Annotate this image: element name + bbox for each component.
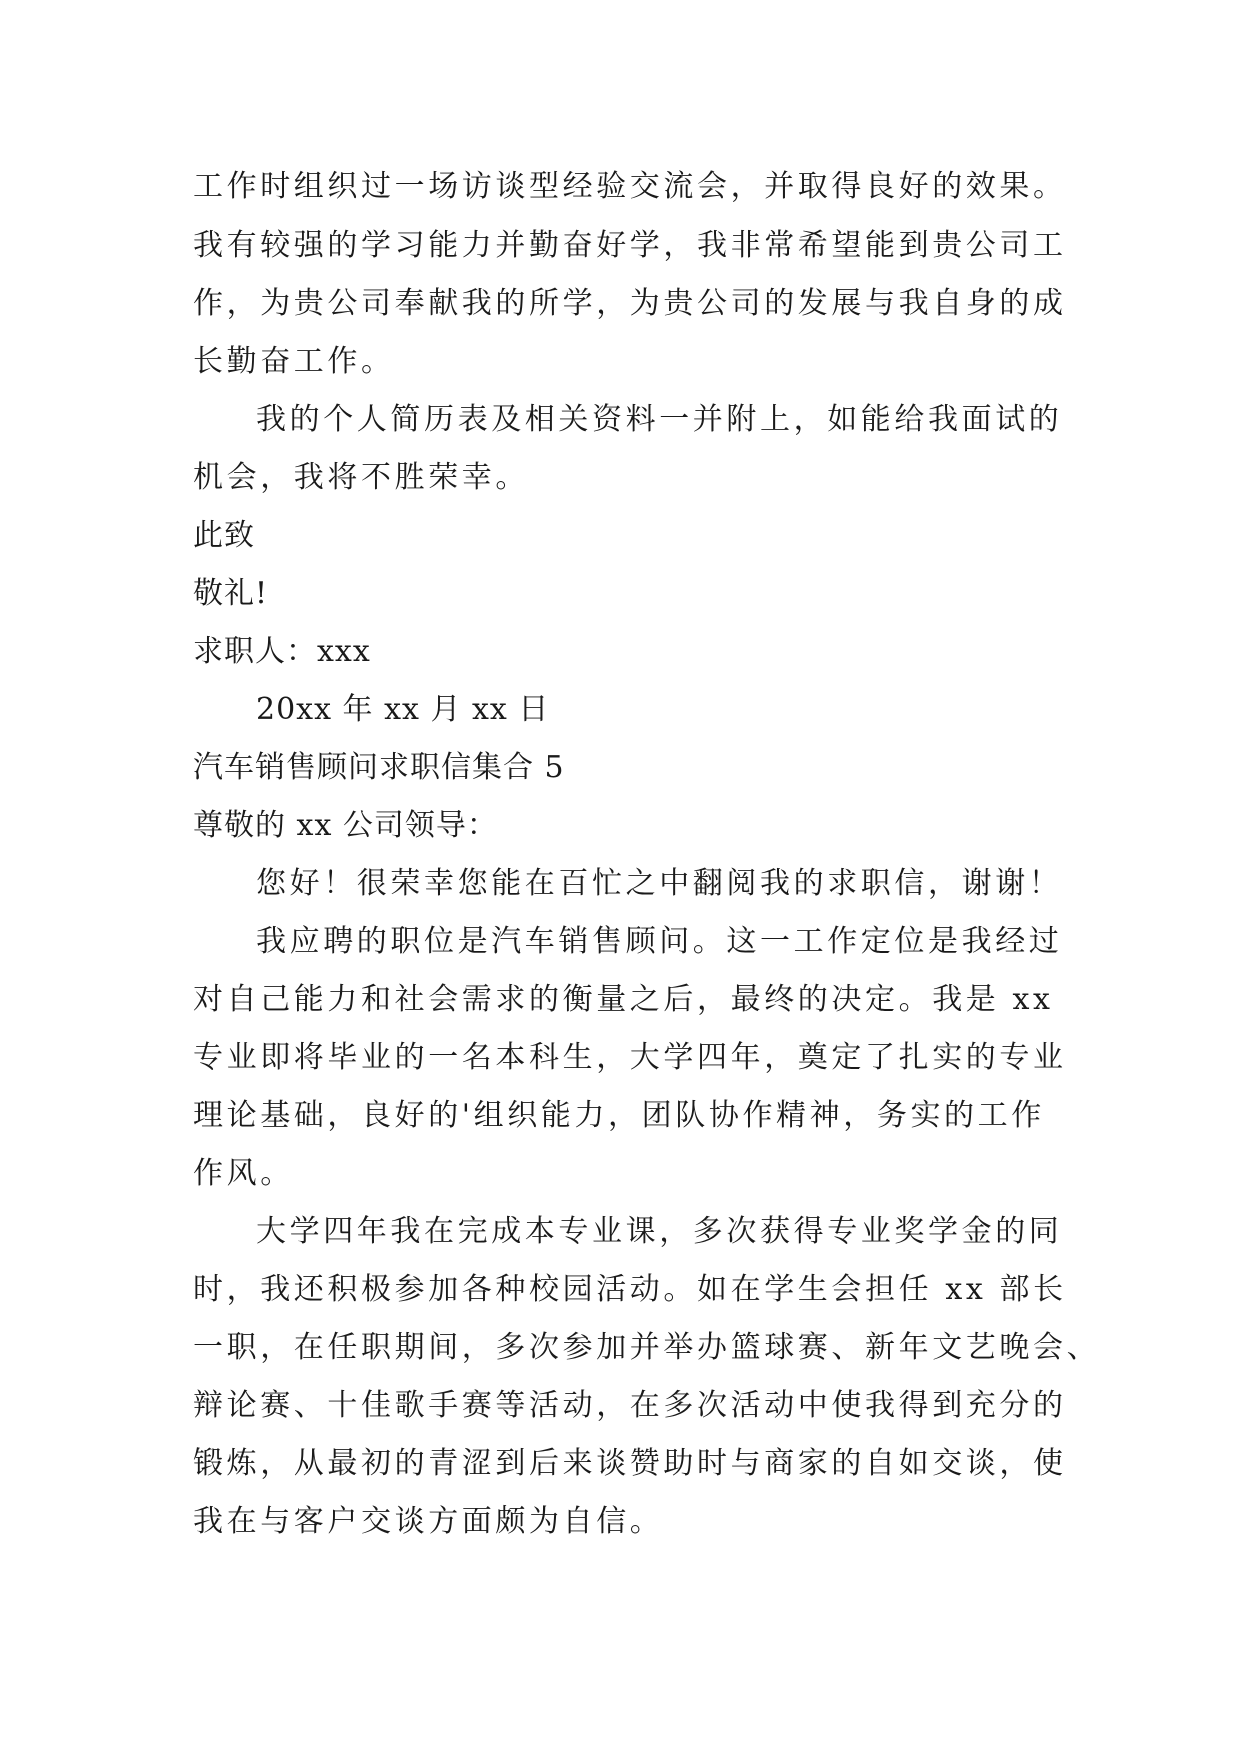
paragraph-line: 大学四年我在完成本专业课，多次获得专业奖学金的同 (256, 1214, 1063, 1249)
paragraph-line: 专业即将毕业的一名本科生，大学四年，奠定了扎实的专业 (193, 1040, 1067, 1075)
paragraph-line: 作，为贵公司奉献我的所学，为贵公司的发展与我自身的成 (193, 286, 1067, 321)
paragraph-line: 一职，在任职期间，多次参加并举办篮球赛、新年文艺晚会、 (193, 1330, 1101, 1365)
paragraph-line: 工作时组织过一场访谈型经验交流会，并取得良好的效果。 (193, 169, 1067, 204)
paragraph-line: 长勤奋工作。 (193, 344, 395, 379)
paragraph-line: 我有较强的学习能力并勤奋好学，我非常希望能到贵公司工 (193, 228, 1067, 263)
paragraph-line: 机会，我将不胜荣幸。 (193, 460, 529, 495)
paragraph-line: 我在与客户交谈方面颇为自信。 (193, 1504, 664, 1539)
paragraph-line: 时，我还积极参加各种校园活动。如在学生会担任 xx 部长 (193, 1272, 1067, 1307)
letter-greeting: 尊敬的 xx 公司领导： (193, 808, 498, 843)
paragraph-line: 理论基础，良好的'组织能力，团队协作精神，务实的工作 (193, 1098, 1045, 1133)
paragraph-line: 辩论赛、十佳歌手赛等活动，在多次活动中使我得到充分的 (193, 1388, 1067, 1423)
paragraph-line: 我的个人简历表及相关资料一并附上，如能给我面试的 (256, 402, 1063, 437)
paragraph-line: 作风。 (193, 1156, 294, 1191)
closing-salutation: 此致 (193, 518, 255, 553)
section-title: 汽车销售顾问求职信集合 5 (193, 750, 565, 785)
paragraph-line: 对自己能力和社会需求的衡量之后，最终的决定。我是 xx (193, 982, 1054, 1017)
letter-date: 20xx 年 xx 月 xx 日 (256, 692, 550, 727)
paragraph-line: 锻炼，从最初的青涩到后来谈赞助时与商家的自如交谈，使 (193, 1446, 1067, 1481)
closing-regards: 敬礼! (193, 576, 269, 611)
applicant-signature: 求职人：xxx (193, 634, 371, 669)
paragraph-line: 我应聘的职位是汽车销售顾问。这一工作定位是我经过 (256, 924, 1063, 959)
paragraph-line: 您好！很荣幸您能在百忙之中翻阅我的求职信，谢谢！ (256, 866, 1063, 901)
